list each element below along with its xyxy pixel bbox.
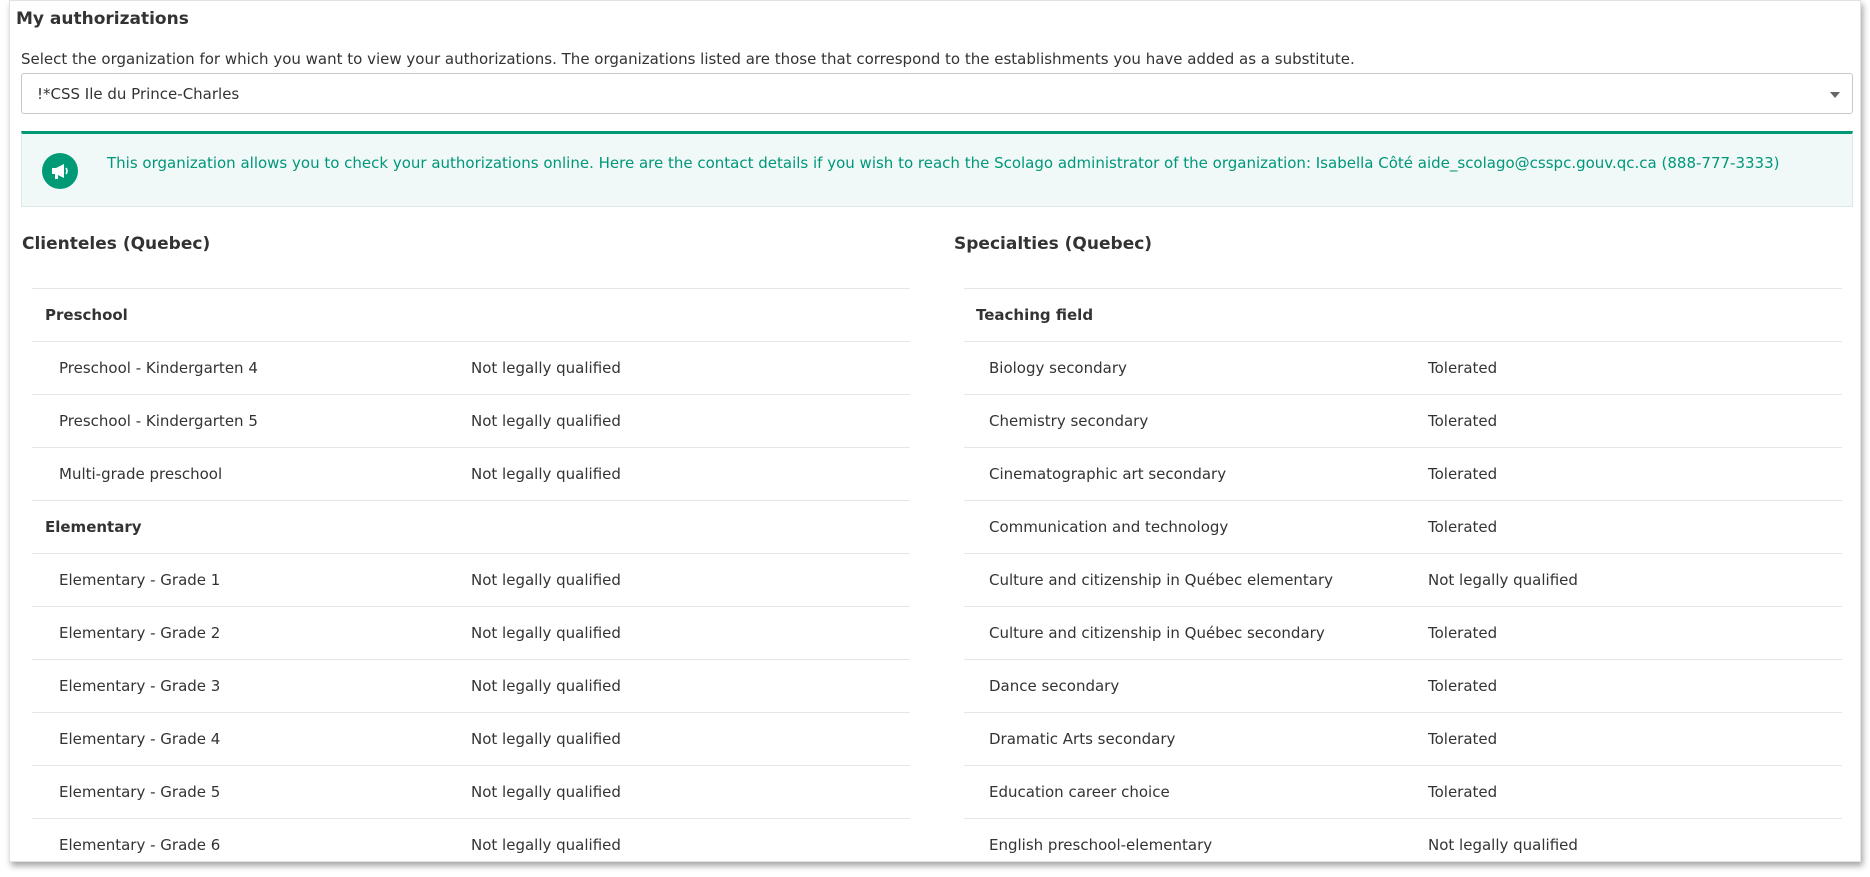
row-status: Not legally qualified bbox=[471, 783, 621, 801]
row-status: Tolerated bbox=[1428, 624, 1498, 642]
row-name: Cinematographic art secondary bbox=[989, 465, 1227, 483]
row-status: Tolerated bbox=[1428, 783, 1498, 801]
chevron-down-icon bbox=[1830, 92, 1840, 98]
row-name: Communication and technology bbox=[989, 518, 1229, 536]
row-status: Not legally qualified bbox=[471, 624, 621, 642]
row-status: Tolerated bbox=[1428, 412, 1498, 430]
table-row bbox=[964, 660, 1842, 713]
clienteles-section bbox=[22, 234, 910, 862]
table-row bbox=[32, 448, 910, 501]
page-title: My authorizations bbox=[16, 9, 189, 29]
row-status: Tolerated bbox=[1428, 677, 1498, 695]
row-name: Elementary - Grade 3 bbox=[59, 677, 221, 695]
table-row bbox=[32, 713, 910, 766]
row-status: Not legally qualified bbox=[471, 359, 621, 377]
table-row bbox=[964, 342, 1842, 395]
table-row bbox=[964, 395, 1842, 448]
row-status: Not legally qualified bbox=[471, 730, 621, 748]
instructions-text: Select the organization for which you want to view your authorizations. The organizations listed are those that correspond to the establishments you have added as a substitute. bbox=[21, 50, 1355, 68]
table-row bbox=[32, 766, 910, 819]
table-row bbox=[964, 766, 1842, 819]
row-status: Not legally qualified bbox=[471, 571, 621, 589]
row-name: Elementary - Grade 2 bbox=[59, 624, 221, 642]
clienteles-table bbox=[32, 288, 910, 862]
table-row bbox=[964, 713, 1842, 766]
row-status: Not legally qualified bbox=[1428, 836, 1578, 854]
row-status: Not legally qualified bbox=[471, 412, 621, 430]
alert-text: This organization allows you to check your authorizations online. Here are the contact details if you wish to reach the Scolago administrator of the organization: Isabella Côté aide_scolago@csspc.gouv.qc.ca (888-777-3333) bbox=[107, 154, 1780, 172]
info-alert bbox=[21, 131, 1853, 207]
table-row bbox=[32, 395, 910, 448]
specialties-title: Specialties (Quebec) bbox=[954, 234, 1153, 254]
row-name: Education career choice bbox=[989, 783, 1170, 801]
row-name: English preschool-elementary bbox=[989, 836, 1213, 854]
table-row bbox=[964, 501, 1842, 554]
table-row bbox=[32, 819, 910, 862]
row-name: Elementary - Grade 6 bbox=[59, 836, 221, 854]
group-header: Preschool bbox=[32, 289, 910, 342]
authorizations-panel bbox=[9, 0, 1861, 862]
organization-select-value: !*CSS Ile du Prince-Charles bbox=[37, 85, 240, 103]
row-name: Culture and citizenship in Québec elementary bbox=[989, 571, 1334, 589]
row-name: Biology secondary bbox=[989, 359, 1127, 377]
megaphone-icon bbox=[42, 153, 78, 189]
table-row bbox=[32, 660, 910, 713]
table-row bbox=[964, 819, 1842, 862]
specialties-table bbox=[964, 288, 1842, 862]
table-row bbox=[964, 607, 1842, 660]
row-status: Tolerated bbox=[1428, 518, 1498, 536]
row-status: Not legally qualified bbox=[1428, 571, 1578, 589]
table-row bbox=[32, 554, 910, 607]
group-header: Elementary bbox=[32, 501, 910, 554]
clienteles-title: Clienteles (Quebec) bbox=[22, 234, 211, 254]
table-row bbox=[32, 607, 910, 660]
row-name: Chemistry secondary bbox=[989, 412, 1149, 430]
row-name: Multi-grade preschool bbox=[59, 465, 223, 483]
row-status: Not legally qualified bbox=[471, 677, 621, 695]
row-status: Not legally qualified bbox=[471, 836, 621, 854]
row-name: Elementary - Grade 1 bbox=[59, 571, 221, 589]
row-name: Culture and citizenship in Québec secondary bbox=[989, 624, 1325, 642]
table-row bbox=[964, 448, 1842, 501]
specialties-section bbox=[954, 234, 1842, 862]
row-name: Preschool - Kindergarten 5 bbox=[59, 412, 258, 430]
row-name: Preschool - Kindergarten 4 bbox=[59, 359, 258, 377]
row-status: Tolerated bbox=[1428, 465, 1498, 483]
row-status: Tolerated bbox=[1428, 730, 1498, 748]
row-status: Not legally qualified bbox=[471, 465, 621, 483]
organization-select[interactable] bbox=[21, 73, 1853, 114]
row-name: Elementary - Grade 4 bbox=[59, 730, 221, 748]
row-status: Tolerated bbox=[1428, 359, 1498, 377]
row-name: Dance secondary bbox=[989, 677, 1120, 695]
table-row bbox=[32, 342, 910, 395]
table-row bbox=[964, 554, 1842, 607]
row-name: Dramatic Arts secondary bbox=[989, 730, 1176, 748]
row-name: Elementary - Grade 5 bbox=[59, 783, 221, 801]
group-header: Teaching field bbox=[964, 289, 1842, 342]
